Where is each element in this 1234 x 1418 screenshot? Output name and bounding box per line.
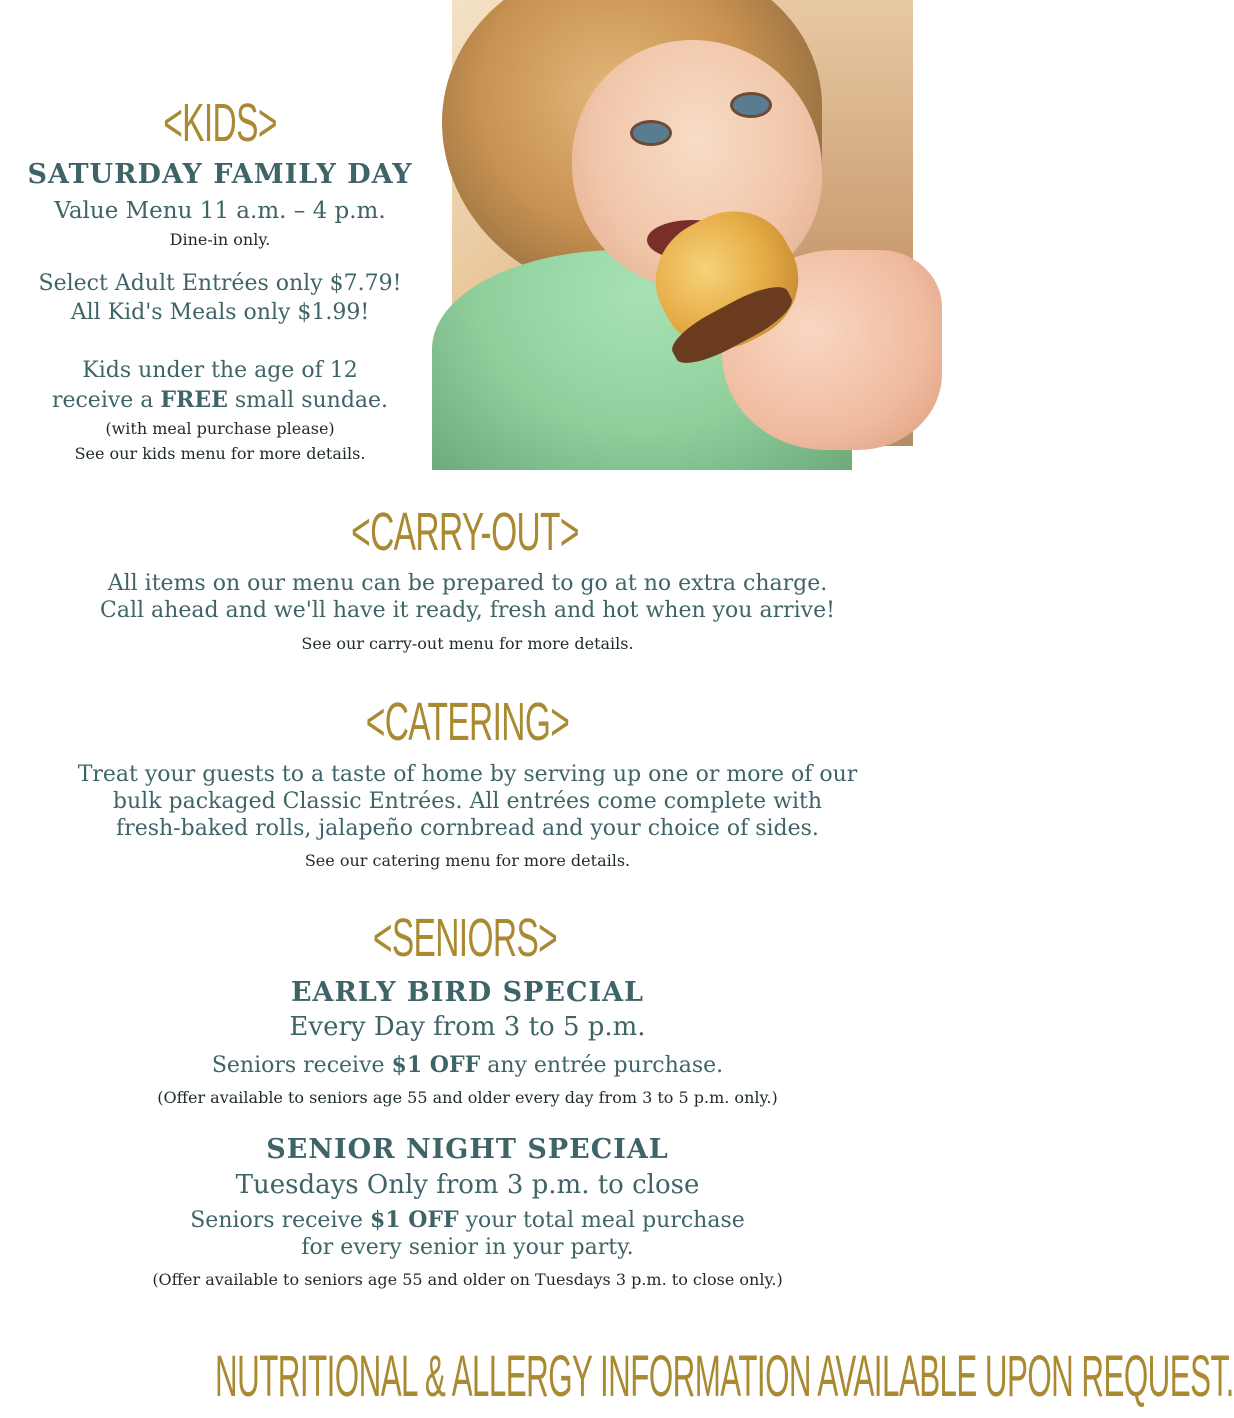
bracket-left-icon: < <box>163 93 183 153</box>
bracket-left-icon: < <box>351 502 371 562</box>
catering-line1: Treat your guests to a taste of home by serving up one or more of our <box>77 762 858 787</box>
early-bird-offer-pre: Seniors receive <box>211 1053 392 1078</box>
senior-night-offer-pre: Seniors receive <box>190 1208 370 1233</box>
carryout-line2: Call ahead and we'll have it ready, fresh and hot when you arrive! <box>100 598 835 623</box>
kids-meal-note: (with meal purchase please) <box>105 419 335 438</box>
kids-sundae-pre: receive a <box>51 388 161 413</box>
early-bird-offer-post: any entrée purchase. <box>480 1053 724 1078</box>
senior-night-title: SENIOR NIGHT SPECIAL <box>266 1134 669 1165</box>
carryout-menu-note: See our carry-out menu for more details. <box>301 634 634 653</box>
senior-night-offer-amount: $1 OFF <box>369 1207 459 1233</box>
bracket-left-icon: < <box>372 908 392 968</box>
carryout-heading-text: CARRY-OUT <box>370 502 560 562</box>
catering-menu-note: See our catering menu for more details. <box>304 851 631 870</box>
early-bird-offer <box>0 1051 935 1080</box>
carryout-line1: All items on our menu can be prepared to go at no extra charge. <box>107 571 828 596</box>
kids-offer-kids: All Kid's Meals only $1.99! <box>70 300 370 325</box>
catering-line2: bulk packaged Classic Entrées. All entrées come complete with <box>112 789 823 814</box>
footer-notice <box>0 1344 1234 1409</box>
seniors-heading <box>0 910 930 966</box>
bracket-left-icon: < <box>365 692 385 752</box>
catering-line3: fresh-baked rolls, jalapeño cornbread and your choice of sides. <box>116 816 819 841</box>
kids-sundae-free: FREE <box>160 387 228 413</box>
footer-notice-text: NUTRITIONAL & ALLERGY INFORMATION AVAILABLE UPON REQUEST. <box>215 1344 1234 1409</box>
kids-heading-text: KIDS <box>182 93 258 153</box>
catering-heading <box>0 694 935 750</box>
kids-menu-note: See our kids menu for more details. <box>74 444 366 463</box>
catering-heading-text: CATERING <box>384 692 551 752</box>
kids-sundae-line1: Kids under the age of 12 <box>82 358 358 383</box>
kids-title: SATURDAY FAMILY DAY <box>27 159 413 190</box>
early-bird-title: EARLY BIRD SPECIAL <box>290 977 645 1008</box>
kids-heading <box>0 95 440 151</box>
kids-dine-in-note: Dine-in only. <box>169 230 271 249</box>
bracket-right-icon: > <box>257 93 277 153</box>
seniors-heading-text: SENIORS <box>391 908 539 968</box>
early-bird-hours: Every Day from 3 to 5 p.m. <box>289 1012 646 1042</box>
kids-hours: Value Menu 11 a.m. – 4 p.m. <box>54 198 386 224</box>
bracket-right-icon: > <box>559 502 579 562</box>
early-bird-offer-amount: $1 OFF <box>391 1052 481 1078</box>
senior-night-offer-post: your total meal purchase <box>458 1208 745 1233</box>
kids-sundae-post: small sundae. <box>227 388 389 413</box>
senior-night-offer <box>0 1206 935 1235</box>
kids-sundae-line2 <box>0 386 440 415</box>
child-eating-burger-photo <box>452 0 913 446</box>
kids-offer-adult: Select Adult Entrées only $7.79! <box>38 271 402 296</box>
senior-night-hours: Tuesdays Only from 3 p.m. to close <box>235 1170 700 1200</box>
senior-night-note: (Offer available to seniors age 55 and older on Tuesdays 3 p.m. to close only.) <box>152 1270 783 1289</box>
bracket-right-icon: > <box>538 908 558 968</box>
senior-night-offer-line2: for every senior in your party. <box>301 1235 634 1260</box>
carryout-heading <box>0 504 930 560</box>
bracket-right-icon: > <box>550 692 570 752</box>
early-bird-note: (Offer available to seniors age 55 and older every day from 3 to 5 p.m. only.) <box>157 1088 778 1107</box>
